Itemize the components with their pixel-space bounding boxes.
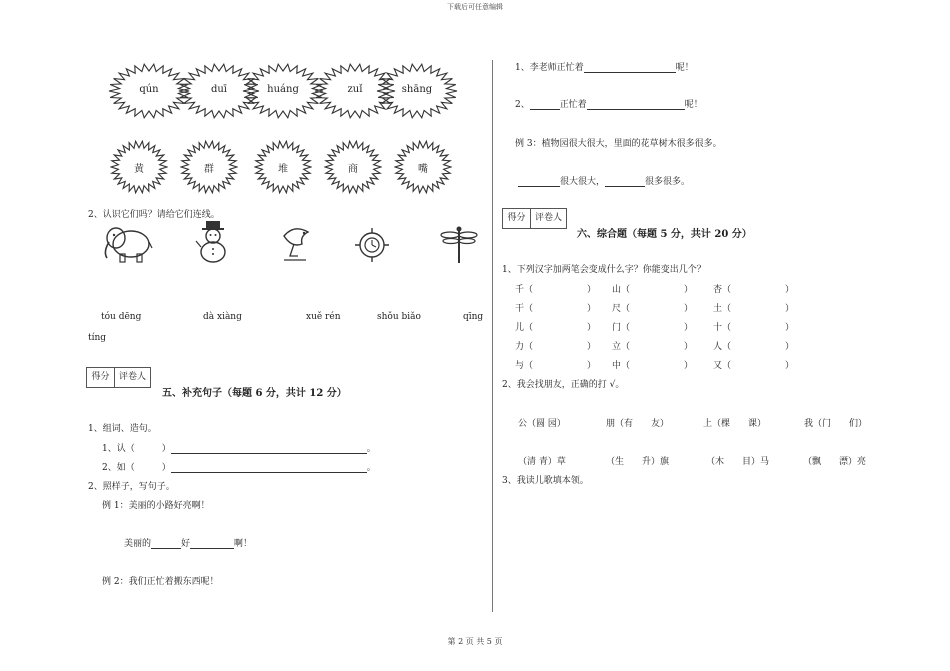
- grid-cell: 立（ ）: [612, 342, 694, 352]
- star-label: zuǐ: [347, 84, 363, 95]
- answer-blank[interactable]: [605, 177, 645, 187]
- starburst-shape: [324, 140, 382, 194]
- line-text: 1、李老师正忙着: [515, 63, 584, 73]
- pair-item: （清 青）草: [518, 457, 566, 467]
- reviewer-cell: 评卷人: [118, 372, 146, 382]
- right-line-3: [518, 174, 690, 187]
- question-2-title: 2、认识它们吗？请给它们连线。: [88, 210, 220, 220]
- section6-q1: 1、下列汉字加两笔会变成什么字？你能变出几个？: [502, 265, 706, 275]
- starburst-shape: [110, 140, 168, 194]
- score-box: [502, 208, 567, 229]
- pair-item: 上（棵 课）: [703, 419, 767, 429]
- starburst-shape: [376, 63, 458, 119]
- grid-cell: 门（ ）: [612, 323, 694, 333]
- answer-blank[interactable]: [518, 177, 560, 187]
- star-label: 商: [348, 164, 358, 175]
- example-1-exercise: [124, 536, 252, 549]
- starburst-shape: [254, 140, 312, 194]
- star-label: 黄: [134, 164, 144, 175]
- pinyin-label: xuě rén: [306, 312, 341, 322]
- starburst-shape: [180, 140, 238, 194]
- elephant-icon: [101, 222, 153, 267]
- answer-blank[interactable]: [151, 539, 181, 549]
- star-label: 群: [204, 164, 214, 175]
- pinyin-label: tóu dēng: [101, 312, 142, 322]
- section5-q2: 2、照样子，写句子。: [88, 482, 175, 492]
- dragonfly-icon: [440, 225, 478, 268]
- example-1: 例 1：美丽的小路好亮啊！: [102, 501, 210, 511]
- answer-blank[interactable]: [190, 539, 234, 549]
- section-6-title: 六、综合题（每题 5 分，共计 20 分）: [577, 229, 752, 240]
- lamp-icon: [352, 225, 392, 268]
- answer-blank[interactable]: [171, 463, 367, 473]
- pair-item: 我（门 们）: [804, 419, 868, 429]
- star-label: shāng: [401, 84, 433, 95]
- period: 。: [366, 444, 376, 454]
- answer-blank[interactable]: [587, 100, 685, 110]
- grid-cell: 十（ ）: [713, 323, 795, 333]
- section5-q1: 1、组词、造句。: [88, 424, 157, 434]
- grid-cell: 尺（ ）: [612, 304, 694, 314]
- answer-blank[interactable]: [171, 444, 367, 454]
- line-text: 呢！: [675, 63, 694, 73]
- star-label: duī: [210, 84, 228, 95]
- score-cell: 得分: [87, 368, 115, 387]
- star-label: huáng: [267, 84, 299, 95]
- answer-blank[interactable]: [530, 100, 560, 110]
- line-text: 很多很多。: [645, 177, 691, 187]
- grid-cell: 力（ ）: [515, 342, 597, 352]
- page-footer: 第 2 页 共 5 页: [447, 637, 503, 646]
- pair-item: 公（圆 园）: [518, 419, 566, 429]
- score-box: [86, 367, 151, 388]
- right-line-1: [515, 60, 694, 73]
- pair-item: （生 升）旗: [606, 457, 670, 467]
- score-cell: 得分: [503, 209, 531, 228]
- word-item-label: 2、如（ ）: [102, 463, 171, 473]
- star-label: qún: [139, 84, 159, 95]
- line-text: 呢！: [684, 100, 703, 110]
- grid-cell: 干（ ）: [515, 304, 597, 314]
- grid-cell: 山（ ）: [612, 285, 694, 295]
- section6-q3: 3、我读儿歌填本领。: [502, 476, 589, 486]
- starburst-shape: [242, 63, 324, 119]
- page-header-note: 下载后可任意编辑: [447, 3, 503, 11]
- grid-cell: 与（ ）: [515, 361, 597, 371]
- exercise-text: 好: [181, 539, 191, 549]
- pair-item: 朋（有 友）: [606, 419, 670, 429]
- grid-cell: 又（ ）: [713, 361, 795, 371]
- line-text: 2、: [515, 100, 530, 110]
- pinyin-label-wrap: tíng: [88, 333, 107, 343]
- section6-q2: 2、我会找朋友，正确的打 √。: [502, 380, 625, 390]
- pinyin-label: qīng: [463, 312, 484, 322]
- word-item-2: [102, 460, 376, 473]
- example-3: 例 3：植物园很大很大，里面的花草树木很多很多。: [515, 139, 722, 149]
- pinyin-label: dà xiàng: [203, 312, 242, 322]
- line-text: 正忙着: [559, 100, 587, 110]
- answer-blank[interactable]: [584, 63, 676, 73]
- grid-cell: 儿（ ）: [515, 323, 597, 333]
- pair-item: （木 目）马: [706, 457, 770, 467]
- section-5-title: 五、补充句子（每题 6 分，共计 12 分）: [162, 388, 347, 399]
- word-item-1: [102, 441, 376, 454]
- right-line-2: [515, 97, 703, 110]
- bird-icon: [280, 222, 314, 267]
- exercise-text: 美丽的: [124, 539, 152, 549]
- column-divider: [492, 60, 493, 612]
- pair-item: （飘 漂）亮: [803, 457, 867, 467]
- grid-cell: 中（ ）: [612, 361, 694, 371]
- line-text: 很大很大，: [560, 177, 606, 187]
- snowman-icon: [195, 219, 231, 266]
- star-label: 堆: [278, 164, 288, 175]
- starburst-shape: [394, 140, 452, 194]
- pinyin-label: shǒu biǎo: [377, 312, 421, 322]
- star-label: 嘴: [418, 164, 428, 175]
- grid-cell: 千（ ）: [515, 285, 597, 295]
- exercise-text: 啊！: [234, 539, 253, 549]
- period: 。: [366, 463, 376, 473]
- grid-cell: 杏（ ）: [713, 285, 795, 295]
- example-2: 例 2：我们正忙着搬东西呢！: [102, 577, 219, 587]
- reviewer-cell: 评卷人: [534, 213, 562, 223]
- grid-cell: 人（ ）: [713, 342, 795, 352]
- grid-cell: 土（ ）: [713, 304, 795, 314]
- word-item-label: 1、认（ ）: [102, 444, 171, 454]
